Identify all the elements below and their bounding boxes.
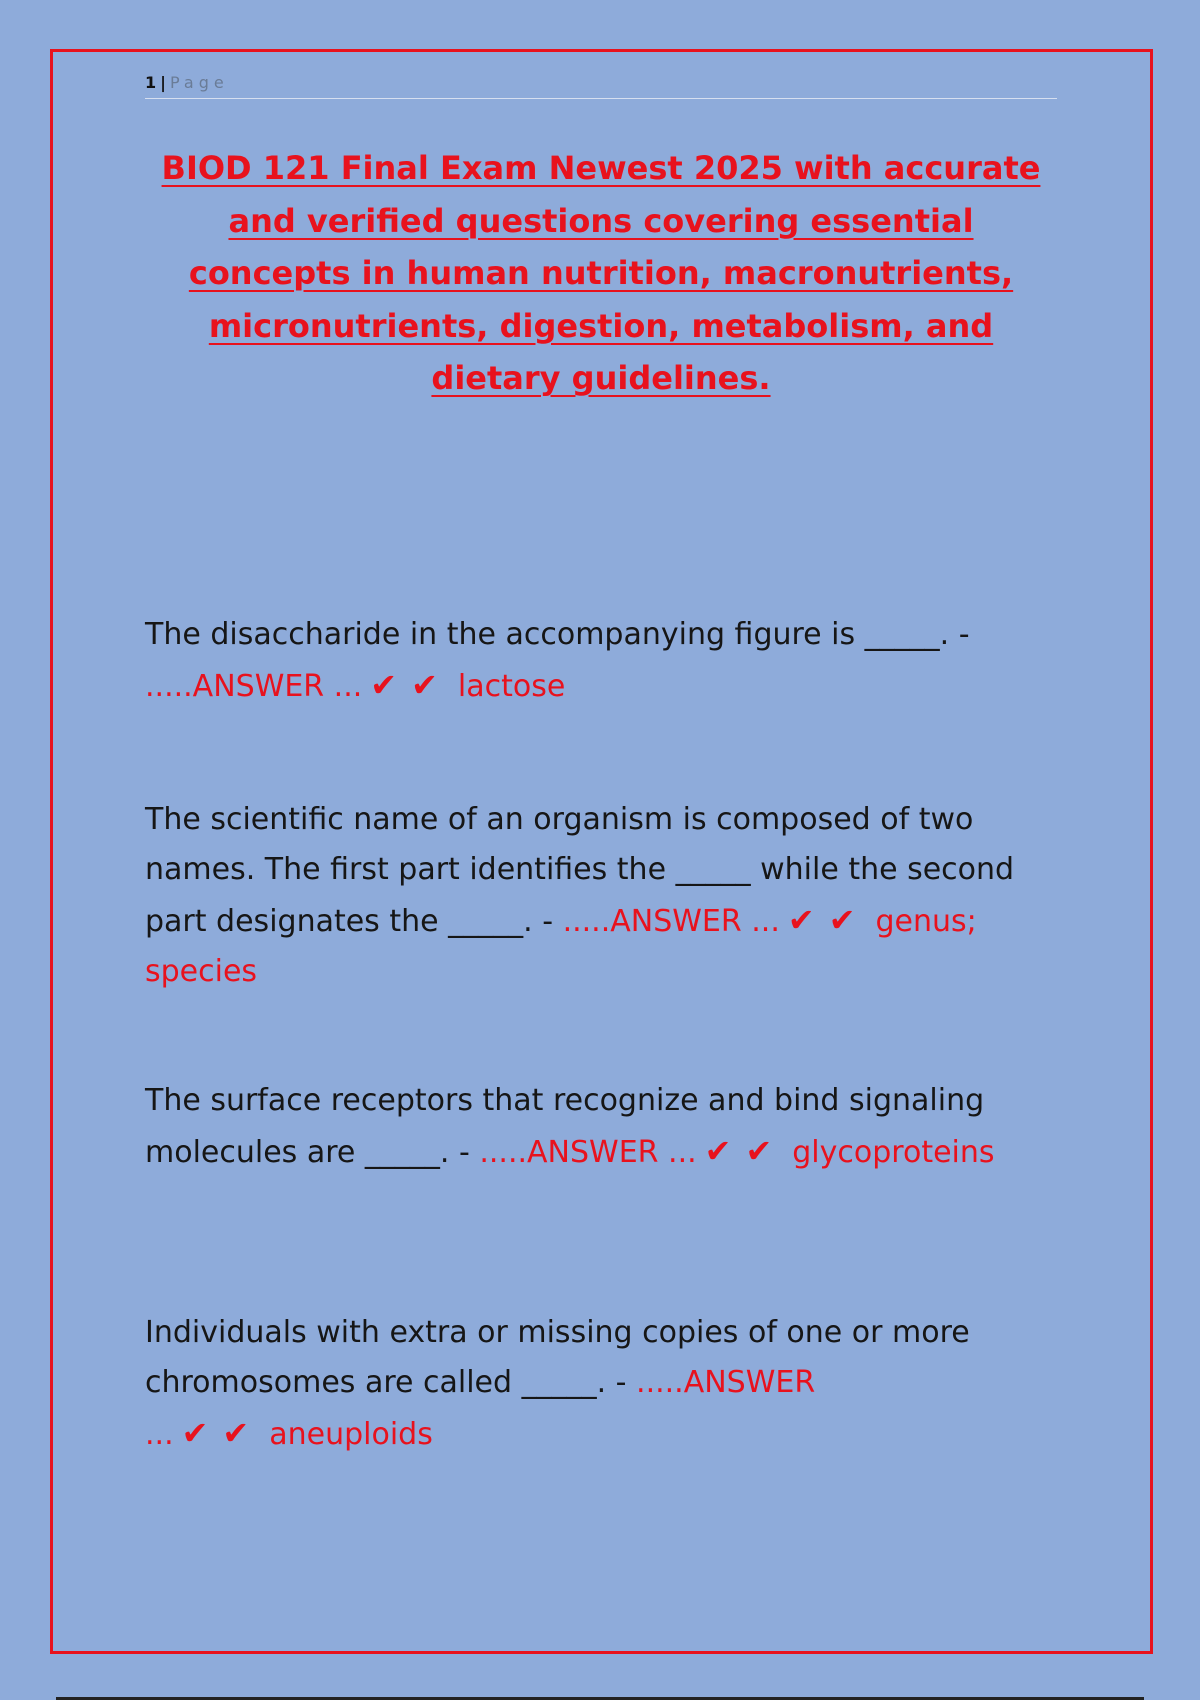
- page-header: [145, 68, 1057, 99]
- question-text: The disaccharide in the accompanying figure is _____. -: [145, 617, 970, 652]
- checkmark-icon: ✔✔: [370, 666, 452, 704]
- question-text: The surface receptors that recognize and bind signaling molecules are _____. -: [145, 1083, 985, 1170]
- qa-item: [145, 1076, 1063, 1178]
- checkmark-icon: ✔✔: [181, 1414, 264, 1452]
- question-text: Individuals with extra or missing copies of one or more chromosomes are called _____. -: [145, 1315, 970, 1400]
- page-separator: |: [160, 73, 166, 92]
- answer-label: .....ANSWER ...: [479, 1135, 697, 1170]
- answer-text: glycoproteins: [792, 1135, 995, 1170]
- qa-item: [145, 795, 1063, 997]
- qa-item: [145, 1308, 1063, 1460]
- answer-label: .....ANSWER ...: [562, 904, 780, 939]
- page-word: Page: [169, 73, 229, 92]
- answer-text: genus; species: [145, 904, 977, 989]
- checkmark-icon: ✔✔: [704, 1132, 787, 1170]
- answer-label: .....ANSWER ...: [145, 1365, 816, 1452]
- page-number: 1: [145, 73, 157, 92]
- answer-text: lactose: [457, 669, 566, 704]
- qa-item: [145, 610, 1063, 712]
- answer-text: aneuploids: [269, 1417, 433, 1452]
- checkmark-icon: ✔✔: [787, 901, 870, 939]
- question-text: The scientific name of an organism is composed of two names. The first part identifies the _____ while the second part designates the _____. -: [145, 802, 1015, 939]
- document-title: BIOD 121 Final Exam Newest 2025 with accurate and verified questions covering essential concepts in human nutrition, macronutrients, micronutrients, digestion, metabolism, and dietary guidelines.: [161, 149, 1041, 397]
- answer-label: .....ANSWER ...: [145, 669, 363, 704]
